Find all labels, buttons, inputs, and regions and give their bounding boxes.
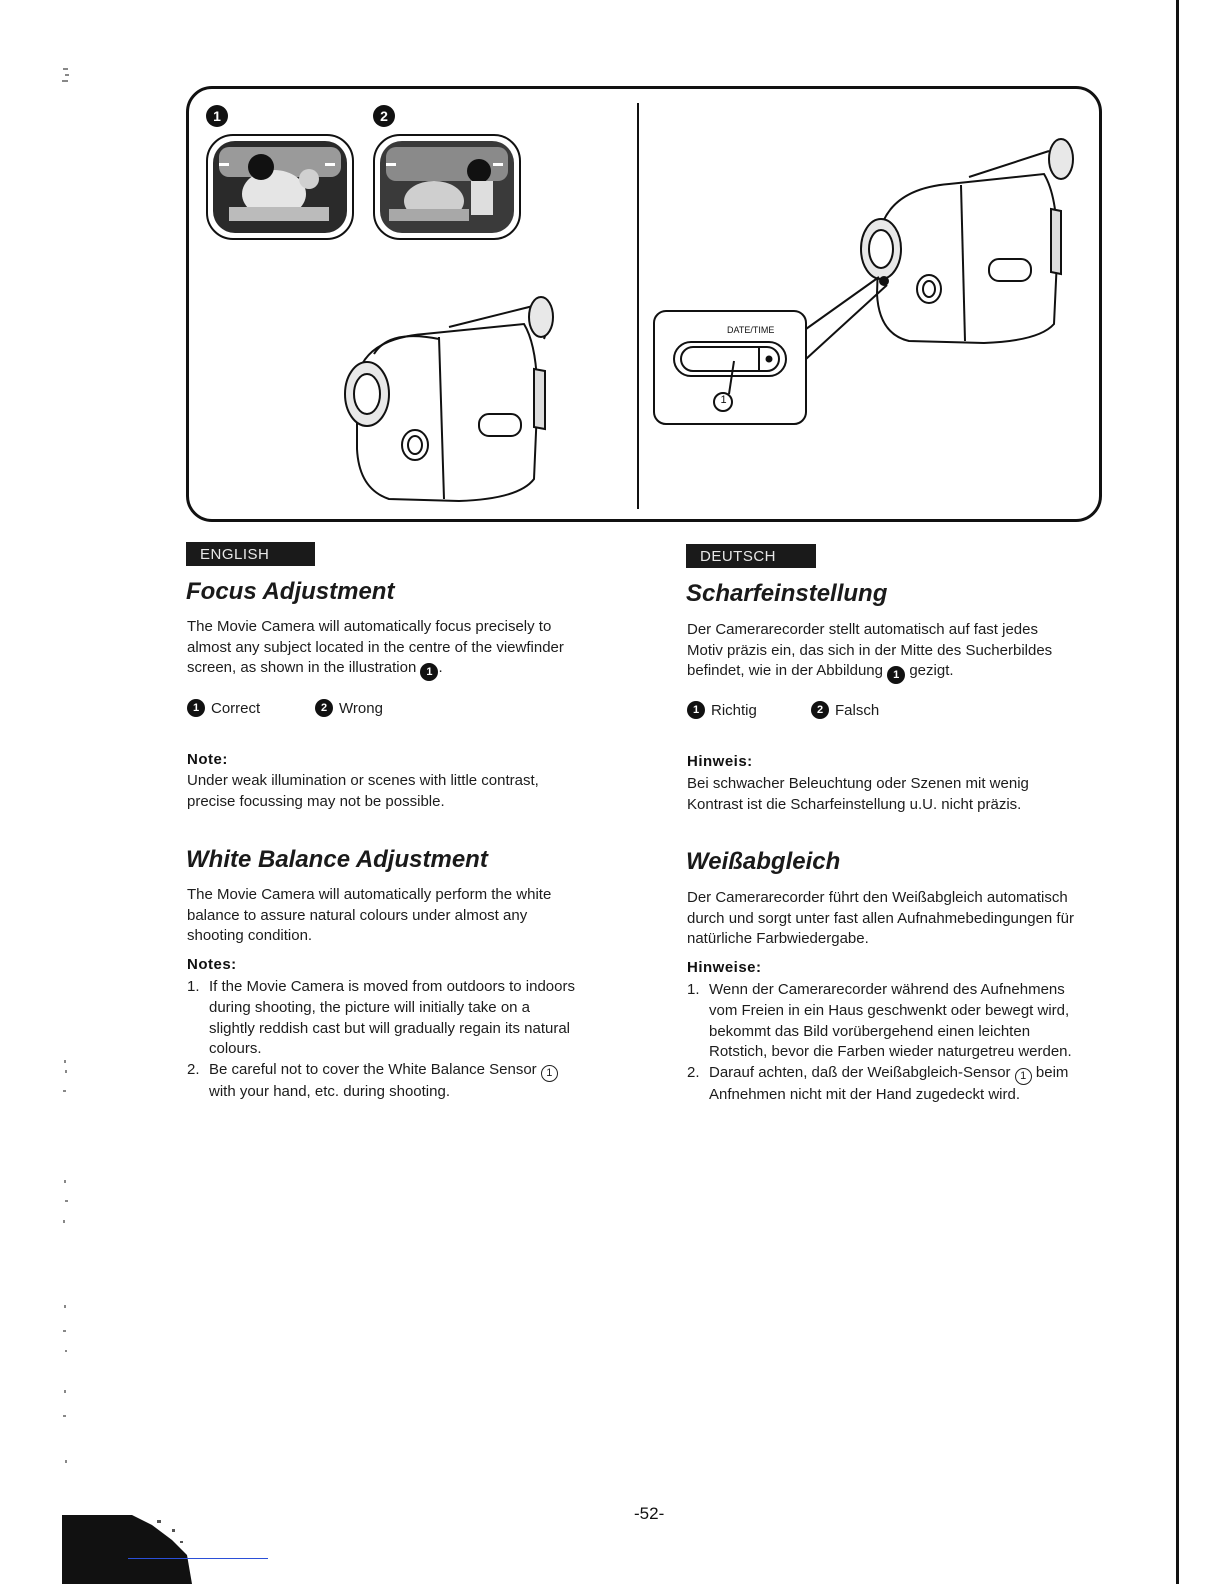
- illustration-frame: [186, 86, 1102, 522]
- page-number: -52-: [634, 1504, 665, 1523]
- english-wb-notes-label: Notes:: [187, 956, 237, 973]
- note-line: bekommt das Bild vorübergehend einen leichten: [709, 1022, 1031, 1040]
- note-line: colours.: [209, 1040, 262, 1058]
- body-line: The Movie Camera will automatically perform the white: [187, 886, 552, 903]
- badge-correct-marker: 1: [206, 105, 228, 127]
- note-line: during shooting, the picture will initially take on a: [209, 998, 531, 1016]
- body-line: shooting condition.: [187, 927, 313, 944]
- note-line: slightly reddish cast but will gradually regain its natural: [209, 1019, 571, 1037]
- deutsch-wrong-legend: [811, 701, 879, 719]
- scan-corner-artifact: [62, 1515, 192, 1584]
- illustration-ref-badge: 1: [887, 666, 905, 684]
- body-line: Der Camerarecorder führt den Weißabgleich automatisch: [687, 889, 1068, 906]
- note-text: Darauf achten, daß der Weißabgleich-Sensor: [709, 1064, 1011, 1082]
- note-line: If the Movie Camera is moved from outdoors to indoors: [209, 978, 575, 995]
- note-text: Be careful not to cover the White Balance Sensor: [209, 1061, 537, 1079]
- page-edge-rule: [1176, 0, 1179, 1584]
- wrong-badge: 2: [315, 699, 333, 717]
- camcorder-right-drawing: [861, 139, 1073, 343]
- deutsch-wb-notes: [687, 980, 1137, 1106]
- note-number: 1.: [187, 978, 200, 995]
- note-line: Kontrast ist die Scharfeinstellung u.U. nicht präzis.: [687, 795, 1022, 813]
- note-item: [187, 1060, 627, 1103]
- note-line: [709, 1063, 1137, 1085]
- english-wrong-legend: [315, 699, 383, 717]
- body-line: natürliche Farbwiedergabe.: [687, 930, 869, 947]
- wrong-label: Wrong: [339, 699, 383, 717]
- english-focus-title: Focus Adjustment: [186, 578, 395, 605]
- deutsch-focus-title: Scharfeinstellung: [686, 580, 888, 607]
- date-time-button-label: DATE/TIME: [727, 325, 775, 335]
- body-line: almost any subject located in the centre of the viewfinder: [187, 638, 564, 656]
- english-note-body: [187, 771, 627, 812]
- body-line: screen, as shown in the illustration 1 .: [187, 658, 627, 681]
- english-wb-notes: [187, 977, 627, 1103]
- deutsch-lang-tag: DEUTSCH: [686, 544, 816, 568]
- english-wb-body: [187, 885, 627, 947]
- note-item: [687, 1063, 1137, 1106]
- body-line: durch und sorgt unter fast allen Aufnahmebedingungen für: [687, 909, 1074, 927]
- sensor-ref-icon: 1: [541, 1065, 558, 1082]
- correct-label: Richtig: [711, 701, 757, 719]
- deutsch-wb-title: Weißabgleich: [686, 848, 841, 875]
- deutsch-correct-legend: [687, 701, 757, 719]
- note-line: Wenn der Camerarecorder während des Aufnehmens: [709, 981, 1065, 998]
- deutsch-note-label: Hinweis:: [687, 753, 753, 770]
- body-line: [687, 661, 1127, 684]
- deutsch-note-body: [687, 774, 1127, 815]
- deutsch-wb-body: [687, 888, 1137, 950]
- badge-wrong-marker: 2: [373, 105, 395, 127]
- correct-badge: 1: [687, 701, 705, 719]
- note-number: 1.: [687, 981, 700, 998]
- note-line: vom Freien in ein Haus geschwenkt oder bewegt wird,: [709, 1001, 1070, 1019]
- note-item: [187, 977, 627, 1060]
- date-time-illustration: [189, 89, 1105, 519]
- note-line: Rotstich, bevor die Farben wieder naturgetreu werden.: [709, 1043, 1072, 1061]
- body-line-text: befindet, wie in der Abbildung: [687, 662, 883, 679]
- wrong-label: Falsch: [835, 701, 880, 719]
- note-line: [209, 1060, 627, 1082]
- note-line: Bei schwacher Beleuchtung oder Szenen mit wenig: [687, 775, 1029, 792]
- body-line: Motiv präzis ein, das sich in der Mitte des Sucherbildes: [687, 641, 1053, 659]
- date-time-callout-ref: 1: [720, 394, 727, 406]
- sensor-ref-icon: 1: [1015, 1068, 1032, 1085]
- note-line: with your hand, etc. during shooting.: [209, 1083, 450, 1101]
- note-text: beim: [1035, 1064, 1069, 1082]
- note-line: precise focussing may not be possible.: [187, 792, 445, 810]
- note-line: Anfnehmen nicht mit der Hand zugedeckt wird.: [709, 1086, 1020, 1104]
- english-focus-body: [187, 617, 627, 681]
- body-line: The Movie Camera will automatically focus precisely to: [187, 618, 552, 635]
- note-line: Under weak illumination or scenes with little contrast,: [187, 772, 539, 789]
- wrong-badge: 2: [811, 701, 829, 719]
- note-number: 2.: [687, 1064, 700, 1082]
- correct-label: Correct: [211, 699, 261, 717]
- note-number: 2.: [187, 1061, 200, 1079]
- english-wb-title: White Balance Adjustment: [186, 846, 488, 873]
- illustration-ref-badge: 1: [420, 663, 438, 681]
- body-line: Der Camerarecorder stellt automatisch auf fast jedes: [687, 621, 1038, 638]
- body-line: balance to assure natural colours under almost any: [187, 906, 528, 924]
- english-lang-tag: ENGLISH: [186, 542, 315, 566]
- correct-badge: 1: [187, 699, 205, 717]
- date-time-callout: [654, 277, 887, 424]
- scan-artifacts: [55, 60, 85, 1500]
- english-note-label: Note:: [187, 751, 228, 768]
- deutsch-wb-notes-label: Hinweise:: [687, 959, 762, 976]
- body-line-text: screen, as shown in the illustration: [187, 659, 417, 676]
- scan-line-artifact: [128, 1558, 268, 1559]
- body-line-tail: gezigt.: [909, 662, 954, 679]
- deutsch-focus-body: [687, 620, 1127, 684]
- english-correct-legend: [187, 699, 260, 717]
- note-item: [687, 980, 1137, 1063]
